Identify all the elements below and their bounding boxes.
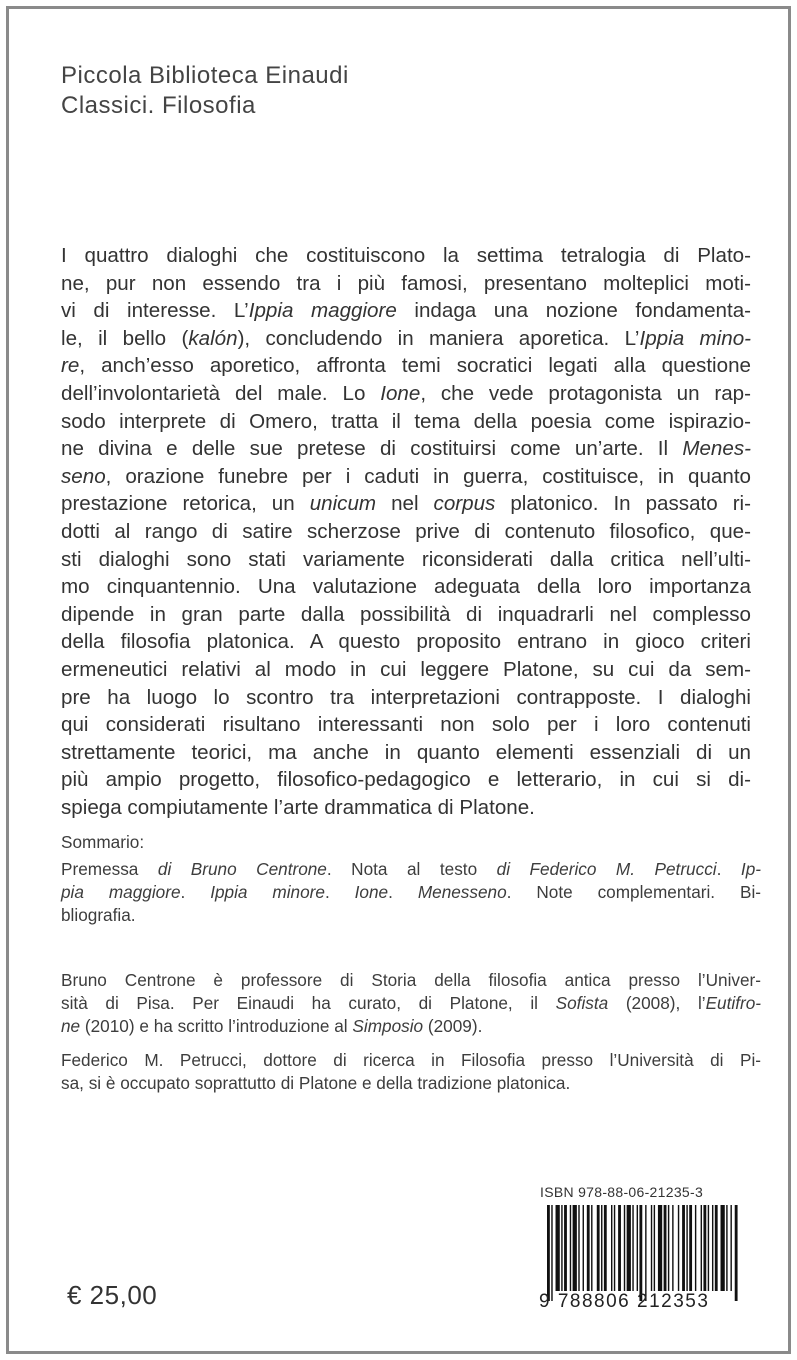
blurb-line: pre ha luogo lo scontro tra interpretazioni contrapposte. I dialoghi	[61, 685, 751, 709]
barcode-bar	[561, 1205, 562, 1291]
barcode-bar	[668, 1205, 669, 1291]
barcode-bar	[614, 1205, 615, 1291]
barcode-number: 9 788806 212353	[539, 1291, 710, 1312]
barcode-bar	[651, 1205, 652, 1291]
barcode-bar	[573, 1205, 577, 1291]
barcode-bar	[678, 1205, 679, 1291]
barcode-bar	[703, 1205, 706, 1291]
barcode-bar	[624, 1205, 625, 1291]
barcode	[539, 1205, 739, 1315]
barcode-bar	[556, 1205, 560, 1291]
blurb-line: le, il bello (kalón), concludendo in maniera aporetica. L’Ippia mino-	[61, 326, 752, 350]
blurb-line: dell’involontarietà del male. Lo Ione, che vede protagonista un rap-	[61, 381, 751, 405]
barcode-bar	[658, 1205, 662, 1291]
barcode-bar	[627, 1205, 631, 1291]
blurb-line: ne, pur non essendo tra i più famosi, presentano molteplici moti-	[61, 271, 751, 295]
barcode-bar	[682, 1205, 685, 1291]
bio-line: sità di Pisa. Per Einaudi ha curato, di Platone, il Sofista (2008), l’Eutifro-	[61, 993, 761, 1013]
barcode-bar	[551, 1205, 552, 1301]
blurb-line: dotti al rango di satire scherzose prive di contenuto filosofico, que-	[61, 519, 751, 543]
barcode-bar	[611, 1205, 612, 1291]
barcode-bar	[604, 1205, 607, 1291]
barcode-bar	[721, 1205, 725, 1291]
barcode-bar	[730, 1205, 731, 1291]
back-cover	[6, 6, 791, 1354]
blurb-line: re, anch’esso aporetico, affronta temi socratici legati alla questione	[61, 354, 751, 378]
summary-line: bliografia.	[61, 905, 136, 925]
summary-line: Premessa di Bruno Centrone. Nota al testo di Federico M. Petrucci. Ip-	[61, 859, 761, 879]
summary-heading: Sommario:	[61, 832, 145, 852]
author-bio-petrucci	[61, 1049, 761, 1095]
barcode-bar	[632, 1205, 633, 1291]
isbn-label: ISBN 978-88-06-21235-3	[540, 1184, 704, 1200]
barcode-bar	[686, 1205, 687, 1291]
blurb-line: ermeneutici relativi al modo in cui leggere Platone, su cui da sem-	[61, 657, 751, 681]
bio-line: sa, si è occupato soprattutto di Platone e della tradizione platonica.	[61, 1073, 571, 1093]
author-bio-centrone	[61, 969, 761, 1038]
barcode-bar	[708, 1205, 709, 1291]
barcode-bar	[689, 1205, 692, 1291]
blurb-line: sodo interprete di Omero, tratta il tema della poesia come ispirazio-	[61, 409, 751, 433]
barcode-bar	[701, 1205, 702, 1291]
blurb-paragraph	[61, 242, 751, 821]
barcode-bar	[591, 1205, 592, 1291]
barcode-bar	[583, 1205, 584, 1291]
series-line-2: Classici. Filosofia	[61, 92, 256, 119]
barcode-bar	[564, 1205, 567, 1291]
barcode-bar	[654, 1205, 655, 1291]
barcode-bar	[712, 1205, 713, 1291]
blurb-line: prestazione retorica, un unicum nel corpus platonico. In passato ri-	[61, 492, 751, 516]
barcode-bar	[547, 1205, 550, 1301]
price-label: € 25,00	[67, 1280, 158, 1310]
bio-line: Federico M. Petrucci, dottore di ricerca in Filosofia presso l’Università di Pi-	[61, 1050, 761, 1070]
blurb-line: della filosofia platonica. A questo proposito entrano in gioco criteri	[61, 630, 751, 654]
blurb-line: I quattro dialoghi che costituiscono la settima tetralogia di Plato-	[61, 244, 751, 267]
barcode-bar	[578, 1205, 579, 1291]
series-line-1: Piccola Biblioteca Einaudi	[61, 62, 349, 89]
blurb-line: dipende in gran parte dalla possibilità di inquadrarli nel complesso	[61, 602, 751, 626]
blurb-line: più ampio progetto, filosofico-pedagogico e letterario, in cui si di-	[61, 768, 751, 792]
barcode-bar	[587, 1205, 590, 1291]
barcode-bar	[672, 1205, 673, 1291]
barcode-bar	[664, 1205, 667, 1291]
barcode-bar	[695, 1205, 696, 1291]
bio-line: Bruno Centrone è professore di Storia della filosofia antica presso l’Univer-	[61, 970, 761, 990]
blurb-line: spiega compiutamente l’arte drammatica di Platone.	[61, 795, 535, 819]
barcode-bar	[715, 1205, 718, 1291]
series-title	[61, 61, 349, 121]
barcode-bar	[645, 1205, 646, 1301]
bio-line: ne (2010) e ha scritto l’introduzione al Simposio (2009).	[61, 1016, 483, 1036]
barcode-bar	[618, 1205, 621, 1291]
barcode-bar	[637, 1205, 638, 1291]
summary-section	[61, 831, 761, 927]
barcode-bar	[735, 1205, 738, 1301]
blurb-line: vi di interesse. L’Ippia maggiore indaga una nozione fondamenta-	[61, 299, 752, 323]
blurb-line: qui considerati risultano interessanti non solo per i loro contenuti	[61, 713, 751, 737]
blurb-line: ne divina e delle sue pretese di costituirsi come un’arte. Il Menes-	[61, 437, 751, 461]
barcode-bar	[570, 1205, 571, 1291]
summary-line: pia maggiore. Ippia minore. Ione. Menesseno. Note complementari. Bi-	[61, 882, 761, 902]
blurb-line: sti dialoghi sono stati variamente riconsiderati dalla critica nell’ulti-	[61, 547, 751, 571]
barcode-bars	[547, 1205, 739, 1301]
barcode-bar	[639, 1205, 642, 1301]
barcode-bar	[601, 1205, 602, 1291]
barcode-bar	[597, 1205, 600, 1291]
blurb-line: seno, orazione funebre per i caduti in guerra, costituisce, in quanto	[61, 464, 751, 488]
barcode-bar	[726, 1205, 727, 1291]
blurb-line: mo cinquantennio. Una valutazione adeguata della loro importanza	[61, 575, 751, 599]
blurb-line: strettamente teorici, ma anche in quanto elementi essenziali di un	[61, 740, 751, 764]
